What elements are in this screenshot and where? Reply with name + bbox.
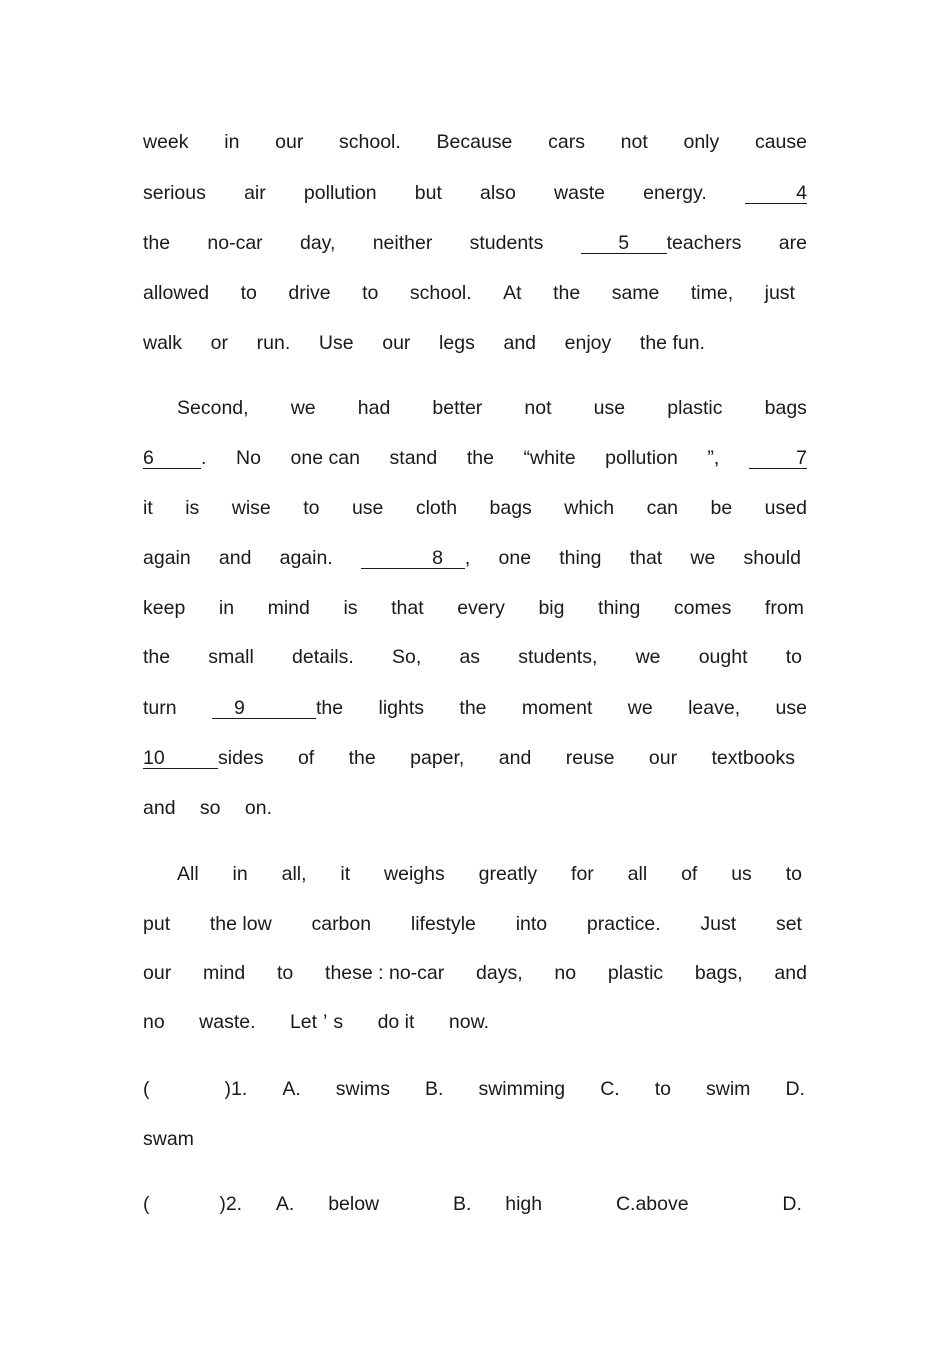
passage-word: to: [785, 646, 802, 668]
passage-word: the: [553, 282, 581, 304]
passage-line: [143, 1010, 489, 1034]
passage-word: use: [775, 697, 807, 719]
passage-line: [143, 746, 795, 770]
passage-word: to: [277, 962, 294, 984]
passage-word: the low: [209, 913, 272, 935]
passage-word: greatly: [478, 863, 538, 885]
passage-word: use: [351, 497, 384, 519]
passage-word: in: [232, 863, 248, 885]
passage-word: every: [457, 597, 505, 619]
passage-word: practice.: [586, 913, 661, 935]
passage-word: no-car: [207, 232, 263, 254]
passage-word: that: [629, 547, 663, 569]
passage-word: serious: [143, 182, 206, 204]
option-d-label[interactable]: D.: [785, 1078, 805, 1100]
passage-word: (: [143, 1078, 150, 1100]
passage-word: turn: [143, 697, 177, 719]
passage-word: plastic: [607, 962, 664, 984]
passage-word: one can: [290, 447, 360, 469]
option-a-text[interactable]: swims: [335, 1078, 390, 1100]
passage-word: drive: [288, 282, 331, 304]
passage-word: cloth: [415, 497, 458, 519]
passage-word: “white: [523, 447, 576, 469]
passage-word: one: [498, 547, 532, 569]
passage-line: [143, 231, 807, 255]
passage-word: days,: [476, 962, 523, 984]
passage-word: of: [681, 863, 698, 885]
passage-word: thing: [559, 547, 602, 569]
passage-line: [143, 331, 705, 355]
passage-word: Because: [436, 131, 513, 153]
passage-word: can: [646, 497, 679, 519]
passage-word: pollution: [303, 182, 377, 204]
passage-word: all: [627, 863, 648, 885]
passage-word: all,: [281, 863, 307, 885]
passage-word: All: [177, 863, 199, 885]
option-a-label[interactable]: A.: [275, 1193, 295, 1215]
passage-word: is: [185, 497, 200, 519]
option-a-label[interactable]: A.: [282, 1078, 301, 1100]
passage-word: into: [515, 913, 548, 935]
passage-word: is: [343, 597, 358, 619]
passage-word: Just: [700, 913, 737, 935]
passage-word: not: [620, 131, 648, 153]
passage-word: reuse: [565, 747, 615, 769]
passage-word: stand: [389, 447, 438, 469]
passage-word: school.: [339, 131, 401, 153]
passage-word: used: [764, 497, 807, 519]
passage-word: weighs: [384, 863, 445, 885]
passage-line: [143, 496, 807, 520]
passage-word: only: [683, 131, 720, 153]
passage-line: [143, 546, 801, 570]
passage-word: or: [210, 332, 228, 354]
passage-word: bags: [764, 397, 807, 419]
passage-word: bags: [489, 497, 532, 519]
passage-word: time,: [690, 282, 734, 304]
passage-word: again.: [279, 547, 333, 569]
blank-9[interactable]: 9: [212, 698, 316, 719]
passage-line: [143, 862, 802, 886]
passage-word: the: [143, 646, 171, 668]
passage-word: ought: [698, 646, 748, 668]
passage-word: our: [143, 962, 172, 984]
option-b-label[interactable]: B.: [425, 1078, 444, 1100]
passage-word: moment: [521, 697, 593, 719]
option-c-label[interactable]: C.: [600, 1078, 620, 1100]
passage-word: the: [459, 697, 487, 719]
passage-word: waste: [554, 182, 605, 204]
passage-word: 6 .: [143, 447, 207, 469]
passage-word: )1.: [224, 1078, 248, 1100]
passage-word: of: [297, 747, 315, 769]
passage-line: [143, 596, 804, 620]
passage-word: energy.: [643, 182, 707, 204]
passage-line: [143, 446, 807, 470]
passage-word: students,: [518, 646, 598, 668]
passage-word: our: [275, 131, 304, 153]
option-b-label[interactable]: B.: [452, 1193, 472, 1215]
passage-word: better: [432, 397, 483, 419]
passage-word: also: [480, 182, 516, 204]
passage-word: that: [391, 597, 424, 619]
passage-word: the: [143, 232, 171, 254]
blank-5[interactable]: 5: [581, 233, 667, 254]
passage-word: mind: [202, 962, 246, 984]
passage-word: and: [143, 797, 176, 819]
passage-word: leave,: [688, 697, 741, 719]
passage-word: and: [498, 747, 532, 769]
passage-word: again: [143, 547, 191, 569]
passage-word: are: [778, 232, 807, 254]
passage-word: 9 the: [212, 696, 343, 720]
passage-word: lifestyle: [410, 913, 476, 935]
passage-word: air: [244, 182, 266, 204]
passage-word: just: [764, 282, 795, 304]
option-b-text[interactable]: high: [505, 1193, 543, 1215]
passage-word: thing: [598, 597, 641, 619]
option-b-text[interactable]: swimming: [478, 1078, 566, 1100]
document-page: [143, 0, 807, 1345]
blank-10[interactable]: 10: [143, 748, 218, 769]
passage-word: it: [340, 863, 351, 885]
passage-line: [143, 961, 807, 985]
passage-word: )2.: [219, 1193, 243, 1215]
passage-word: the: [466, 447, 494, 469]
passage-word: textbooks: [711, 747, 795, 769]
question-2: [143, 1192, 802, 1216]
passage-word: lights: [378, 697, 425, 719]
passage-line: [143, 396, 807, 420]
passage-word: we: [635, 646, 661, 668]
passage-word: we: [627, 697, 653, 719]
passage-word: day,: [299, 232, 336, 254]
passage-word: from: [764, 597, 804, 619]
passage-word: enjoy: [564, 332, 612, 354]
blank-4[interactable]: 4: [745, 183, 807, 204]
passage-word: put: [143, 913, 171, 935]
passage-word: 8 ,: [361, 546, 470, 570]
passage-word: mind: [267, 597, 310, 619]
passage-word: wise: [231, 497, 271, 519]
passage-word: for: [571, 863, 594, 885]
passage-word: comes: [673, 597, 732, 619]
passage-word: to: [303, 497, 320, 519]
passage-word: it: [143, 497, 153, 519]
option-c-text[interactable]: to: [654, 1078, 671, 1100]
passage-word: So,: [391, 646, 422, 668]
passage-word: students: [469, 232, 544, 254]
passage-word: cars: [548, 131, 585, 153]
passage-word: small: [208, 646, 254, 668]
passage-word: to: [362, 282, 379, 304]
passage-word: 10 sides: [143, 747, 264, 769]
passage-word: ”,: [707, 447, 720, 469]
passage-word: keep: [143, 597, 186, 619]
passage-word: the: [348, 747, 376, 769]
passage-word: week: [143, 131, 189, 153]
passage-word: so: [199, 797, 221, 819]
passage-word: in: [224, 131, 240, 153]
passage-word: us: [731, 863, 752, 885]
option-a-text[interactable]: below: [328, 1193, 380, 1215]
option-c-text[interactable]: C.above: [615, 1193, 689, 1215]
passage-word: school.: [409, 282, 472, 304]
blank-7[interactable]: 7: [749, 448, 807, 469]
passage-word: No: [236, 447, 261, 469]
passage-line: [143, 281, 795, 305]
passage-word: bags,: [694, 962, 743, 984]
passage-word: waste.: [199, 1011, 256, 1033]
passage-line: [143, 645, 802, 669]
passage-line: [143, 181, 807, 205]
passage-word: carbon: [311, 913, 372, 935]
passage-word: but: [414, 182, 442, 204]
passage-word: set: [775, 913, 802, 935]
passage-word: no: [143, 1011, 165, 1033]
passage-word: 5 teachers: [581, 231, 742, 255]
passage-word: our: [382, 332, 411, 354]
passage-word: and: [774, 962, 807, 984]
passage-word: which: [564, 497, 615, 519]
passage-word: to: [240, 282, 257, 304]
passage-word: should: [743, 547, 801, 569]
passage-word: Let ’ s: [289, 1011, 344, 1033]
option-d-text[interactable]: swam: [143, 1128, 194, 1150]
passage-word: our: [648, 747, 678, 769]
passage-line: [143, 130, 807, 154]
passage-word: no: [554, 962, 577, 984]
passage-word: and: [503, 332, 537, 354]
passage-word: allowed: [143, 282, 210, 304]
passage-word: big: [538, 597, 565, 619]
passage-word: run.: [256, 332, 291, 354]
passage-word: plastic: [667, 397, 723, 419]
passage-word: be: [710, 497, 733, 519]
passage-word: as: [459, 646, 481, 668]
passage-word: on.: [244, 797, 272, 819]
passage-word: pollution: [605, 447, 678, 469]
passage-word: now.: [448, 1011, 489, 1033]
passage-word: walk: [143, 332, 183, 354]
passage-line: [143, 796, 272, 820]
passage-word: Second,: [177, 397, 249, 419]
passage-word: the fun.: [639, 332, 705, 354]
option-c-text[interactable]: swim: [706, 1078, 751, 1100]
option-d-label[interactable]: D.: [782, 1193, 802, 1215]
passage-word: cause: [754, 131, 807, 153]
passage-word: (: [143, 1193, 150, 1215]
passage-word: legs: [439, 332, 475, 354]
blank-6[interactable]: 6: [143, 448, 201, 469]
question-1: [143, 1077, 805, 1101]
passage-line: [143, 696, 807, 720]
passage-word: At: [503, 282, 522, 304]
passage-word: not: [524, 397, 552, 419]
passage-word: we: [290, 397, 316, 419]
passage-word: use: [593, 397, 626, 419]
passage-word: Use: [318, 332, 354, 354]
passage-word: we: [690, 547, 716, 569]
passage-word: paper,: [410, 747, 465, 769]
passage-word: these : no-car: [325, 962, 445, 984]
passage-word: in: [218, 597, 235, 619]
passage-word: do it: [377, 1011, 415, 1033]
blank-8[interactable]: 8: [361, 548, 465, 569]
passage-word: neither: [372, 232, 433, 254]
passage-word: to: [785, 863, 802, 885]
question-1-continuation: [143, 1127, 807, 1151]
passage-word: details.: [292, 646, 354, 668]
passage-word: and: [218, 547, 252, 569]
passage-word: had: [357, 397, 391, 419]
passage-line: [143, 912, 802, 936]
passage-word: same: [611, 282, 660, 304]
